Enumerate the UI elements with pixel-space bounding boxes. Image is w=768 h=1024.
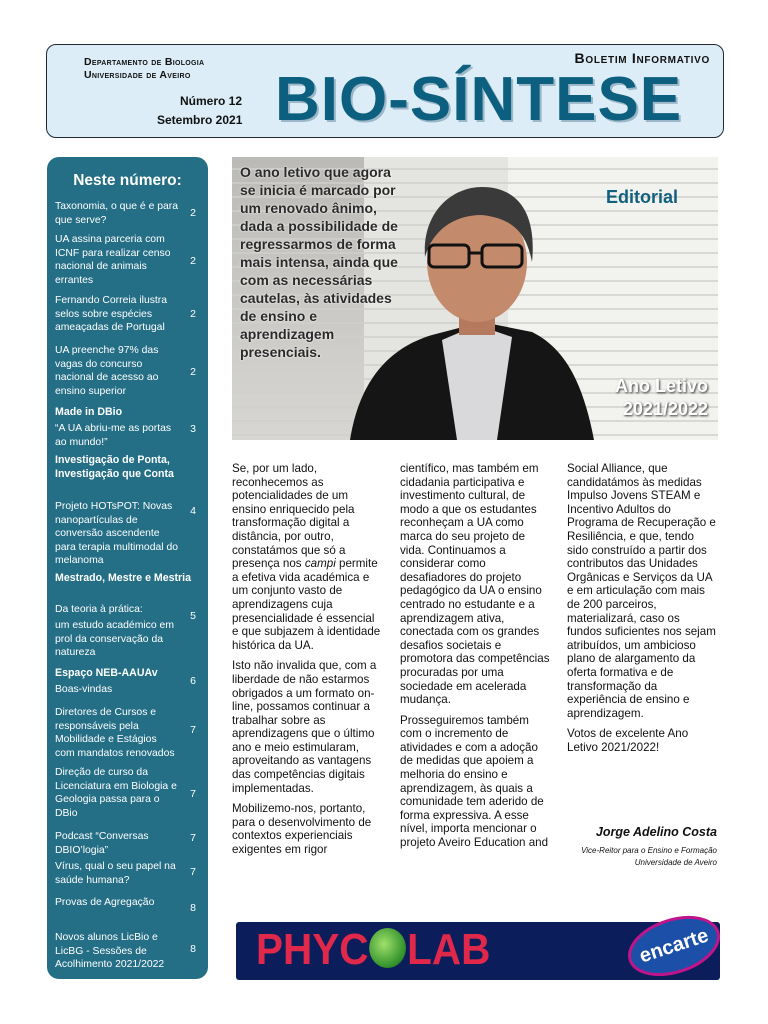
toc-page-number: 7 [190,832,196,844]
toc-entry[interactable]: Diretores de Cursos e responsáveis pela Mobilidade e Estágios com mandatos renovados [55,707,175,759]
department-name [84,56,204,82]
toc-section-heading: Espaço NEB-AAUAv [55,667,158,679]
editorial-label: Editorial [606,187,679,207]
toc-section-heading: Investigação de Ponta, Investigação que Conta [55,454,174,480]
toc-entry[interactable]: Boas-vindas [55,684,113,695]
logo-text-right: LAB [407,925,491,974]
issue-date: Setembro 2021 [157,113,243,127]
toc-page-number: 2 [190,255,196,267]
paragraph: Social Alliance, que candidatámos às medidas Impulso Jovens STEAM e Incentivo Adultos do Programa de Recuperação e Resiliência, e que, tendo sido construído a partir dos contributos das Unidades Orgânicas e Serviços da UA e em articulação com mais de 200 parceiros, materializará, caso os fundos suficientes nos sejam atribuídos, um ambicioso plano de alargamento da oferta formativa e de transformação da experiência de ensino e aprendizagem. [567,462,716,720]
paragraph: científico, mas também em cidadania participativa e investimento cultural, de modo a que os estudantes reconheçam a UA como marca do seu projeto de vida. Continuamos a considerar como desafiadores do projeto pedagógico da UA o ensino centrado no estudante e a aprendizagem ativa, conectada com os grandes desafios societais e promotora das competências procuradas por uma sociedade em acelerada mudança. [400,462,550,707]
toc-entry[interactable]: Projeto HOTsPOT: Novas nanopartículas de conversão ascendente para terapia multimodal do melanoma [55,501,179,566]
toc-entry[interactable]: Direção de curso da Licenciatura em Biologia e Geologia passa para o DBio [55,767,177,819]
editorial-column-3 [567,462,717,761]
toc-page-number: 6 [190,675,196,687]
paragraph: Isto não invalida que, com a liberdade de não estarmos obrigados a um formato on-line, possamos continuar a trabalhar sobre as aprendizagens que o último ano e meio estimularam, aproveitando as vantagens das competências digitais implementadas. [232,659,377,795]
toc-entry[interactable]: Da teoria à prática: [55,604,143,615]
toc-page-number: 8 [190,943,196,955]
newsletter-type: Boletim Informativo [574,50,710,66]
toc-entry[interactable]: UA preenche 97% das vagas do concurso nacional de acesso ao ensino superior [55,345,159,397]
editorial-column-2 [400,462,550,857]
toc-page-number: 8 [190,902,196,914]
editorial-quote: O ano letivo que agora se inicia é marcado por um renovado ânimo, dada a possibilidade de regressarmos de forma mais intensa, ainda que com as necessárias cautelas, às atividades de ensino e aprendizagem presenciais. [240,164,398,360]
department-line: Departamento de Biologia [84,56,205,68]
paragraph: Votos de excelente Ano Letivo 2021/2022! [567,727,689,754]
academic-year-line2: 2021/2022 [622,399,708,419]
newsletter-title: BIO-SÍNTESE [275,65,683,134]
toc-page-number: 4 [190,505,196,517]
logo-text-left: PHYC [256,925,369,974]
emphasis-text: campi [304,557,336,571]
toc-page-number: 2 [190,308,196,320]
toc-page-number: 7 [190,788,196,800]
toc-entry[interactable]: UA assina parceria com ICNF para realizar censo nacional de animais errantes [55,234,171,286]
issue-number: Número 12 [180,94,243,108]
editorial-column-1 [232,462,384,864]
toc-page-number: 3 [190,423,196,435]
paragraph [232,462,384,652]
toc-page-number: 2 [190,207,196,219]
signature-role [547,845,717,869]
academic-year-caption [578,375,708,421]
toc-entry[interactable]: Provas de Agregação [55,897,155,908]
toc-section-heading: Mestrado, Mestre e Mestria [55,572,192,584]
paragraph: Prosseguiremos também com o incremento de atividades e com a adoção de medidas que apoiem a melhoria do ensino e aprendizagem, às quais a comunidade tem aderido de forma expressiva. A esse nível, importa mencionar o projeto Aveiro Education and [400,713,549,850]
toc-entry[interactable]: “A UA abriu-me as portas ao mundo!” [55,423,172,448]
role-line: Vice-Reitor para o Ensino e Formação [581,846,717,855]
logo-sphere-icon [369,928,406,968]
toc-entry[interactable]: um estudo académico em prol da conservação da natureza [55,620,174,658]
phycolab-logo [256,925,490,975]
encarte-text: encarte [636,924,712,968]
paragraph: Mobilizemo-nos, portanto, para o desenvolvimento de contextos experienciais exigentes em rigor [232,802,372,857]
academic-year-line1: Ano Letivo [615,376,708,396]
toc-entry[interactable]: Fernando Correia ilustra selos sobre espécies ameaçadas de Portugal [55,295,168,333]
toc-entry[interactable]: Podcast “Conversas DBIO’logia” [55,831,149,856]
toc-page-number: 5 [190,610,196,622]
toc-entry[interactable]: Taxonomia, o que é e para que serve? [55,201,179,226]
toc-entry[interactable]: Novos alunos LicBio e LicBG - Sessões de Acolhimento 2021/2022 [55,932,165,970]
role-line: Universidade de Aveiro [634,858,717,867]
paragraph-text: Se, por um lado, reconhecemos as potencialidades de um ensino enriquecido pela transformação digital a distância, por outro, constatámos que só a presença nos [232,462,355,571]
paragraph-text: permite a efetiva vida académica e um conjunto vasto de aprendizagens cuja presencialidade é essencial e que subjazem à identidade histórica da UA. [232,557,381,652]
toc-page-number: 2 [190,366,196,378]
encarte-stamp [622,912,722,976]
toc-page-number: 7 [190,724,196,736]
toc-section-heading: Made in DBio [55,406,123,418]
contents-heading: Neste número: [73,172,182,189]
toc-page-number: 7 [190,866,196,878]
university-line: Universidade de Aveiro [84,69,191,81]
toc-entry[interactable]: Vírus, qual o seu papel na saúde humana? [55,861,176,886]
signature-name: Jorge Adelino Costa [595,825,717,839]
